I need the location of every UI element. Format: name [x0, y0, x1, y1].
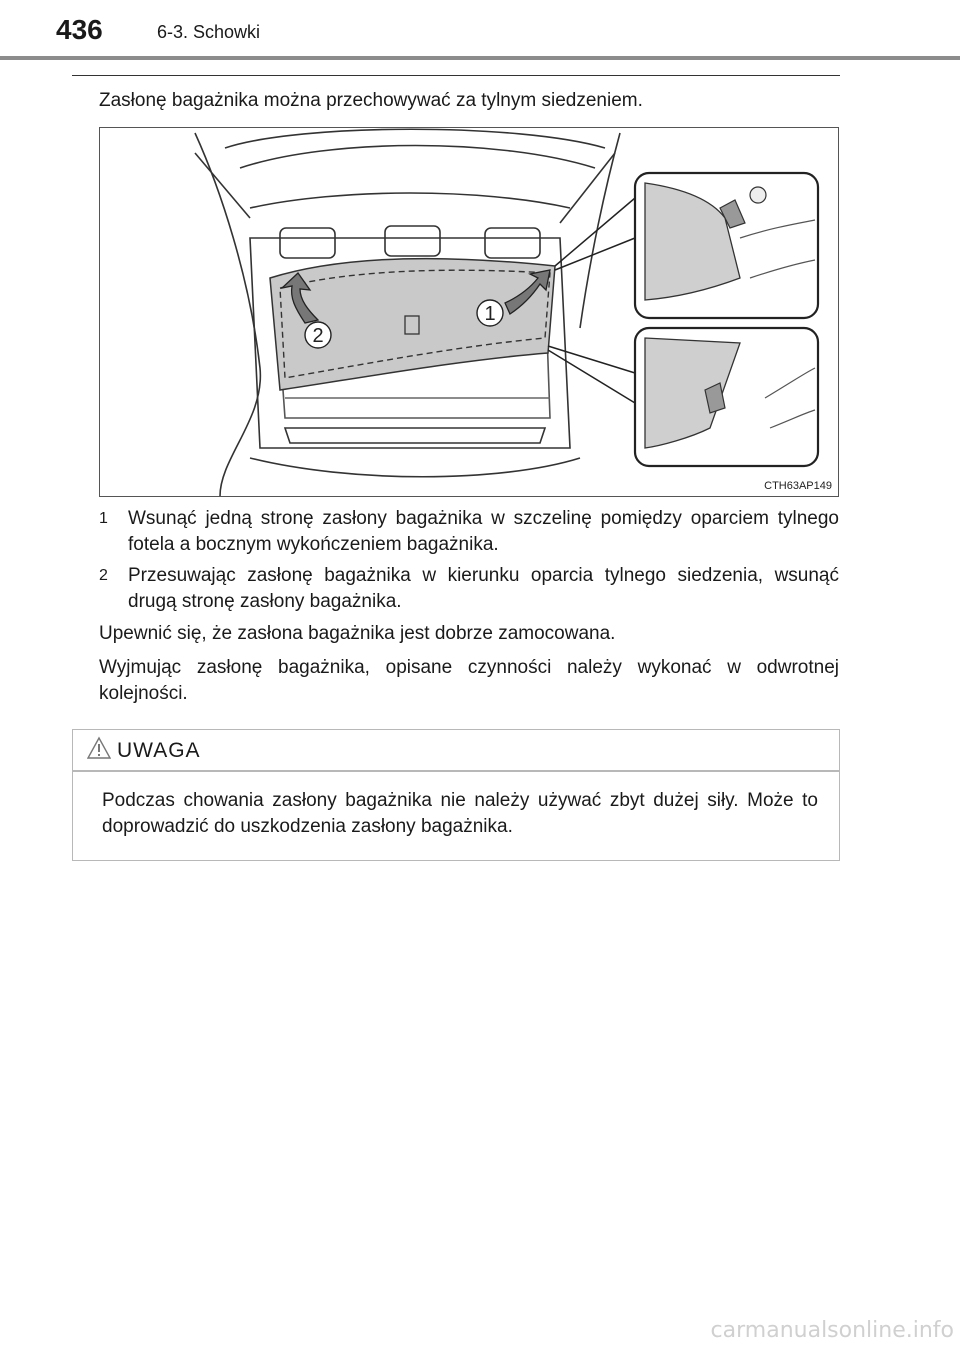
- divider: [72, 75, 840, 76]
- watermark: carmanualsonline.info: [710, 1318, 954, 1343]
- warning-title: UWAGA: [117, 739, 201, 762]
- intro-text: Zasłonę bagażnika można przechowywać za tylnym siedzeniem.: [99, 90, 643, 111]
- paragraph-remove: Wyjmując zasłonę bagażnika, opisane czynności należy wykonać w odwrotnej kolejności.: [99, 657, 839, 704]
- step-2: [99, 563, 839, 615]
- warning-header: [73, 730, 839, 772]
- step-text: Wsunąć jedną stronę zasłony bagażnika w szczelinę pomiędzy oparciem tylnego fotela a bocznym wykończeniem bagażnika.: [128, 508, 839, 555]
- figure-code: CTH63AP149: [764, 480, 832, 492]
- warning-box: [72, 729, 840, 861]
- step-text: Przesuwając zasłonę bagażnika w kierunku oparcia tylnego siedzenia, wsunąć drugą stronę zasłony bagażnika.: [128, 565, 839, 612]
- page-number: 436: [56, 14, 103, 45]
- header-rule: [0, 56, 960, 60]
- callout-2: 2: [312, 325, 324, 347]
- illustration-svg: [100, 128, 839, 497]
- trunk-illustration: [99, 127, 839, 497]
- step-1: [99, 506, 839, 558]
- step-number: 2: [99, 567, 108, 584]
- warning-triangle-icon: [87, 736, 111, 760]
- paragraph-secure: Upewnić się, że zasłona bagażnika jest dobrze zamocowana.: [99, 623, 616, 644]
- warning-body: Podczas chowania zasłony bagażnika nie należy używać zbyt dużej siły. Może to doprowadzić do uszkodzenia zasłony bagażnika.: [102, 790, 818, 837]
- callout-1: 1: [484, 303, 496, 325]
- step-number: 1: [99, 510, 108, 527]
- section-title: 6-3. Schowki: [157, 22, 261, 42]
